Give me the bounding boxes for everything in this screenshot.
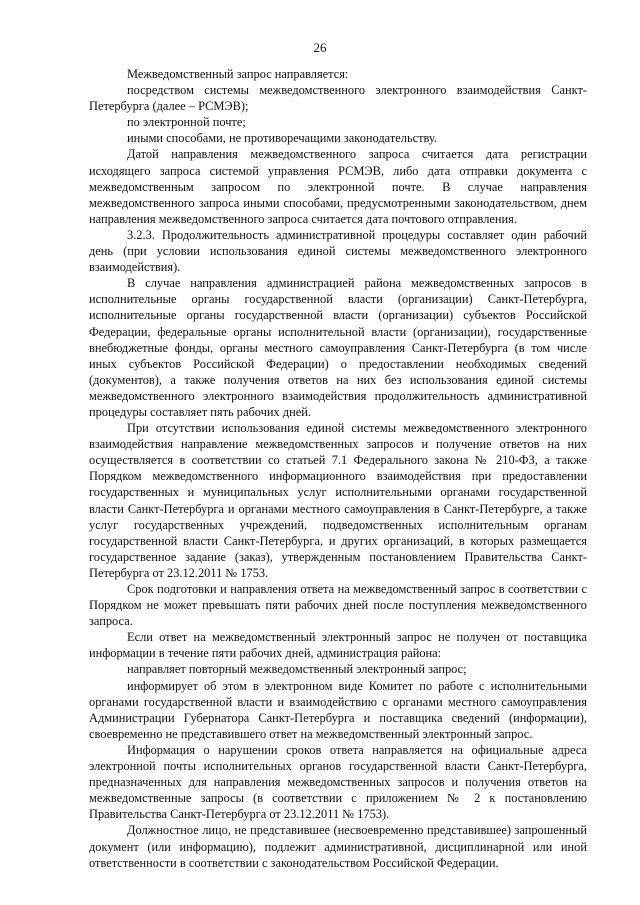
paragraph-answer-deadline: Срок подготовки и направления ответа на межведомственный запрос в соответствии с Порядком не может превышать пяти рабочих дней после поступления межведомственного запроса. xyxy=(89,582,587,629)
paragraph-responsibility: Должностное лицо, не представившее (несвоевременно представившее) запрошенный документ (или информацию), подлежит административной, дисциплинарной или иной ответственности в соответствии с законодательством Российской Федерации. xyxy=(89,823,587,870)
paragraph-five-days-case: В случае направления администрацией района межведомственных запросов в исполнительные органы государственной власти (организации) Санкт-Петербурга, исполнительные органы государственной власти (организации) субъектов Российской Федерации, федеральные органы исполнительной власти (организации), государственные внебюджетные фонды, органы местного самоуправления Санкт-Петербурга (в том числе иных субъектов Российской Федерации) о предоставлении необходимых сведений (документов), а также получения ответов на них без использования единой системы межведомственного электронного взаимодействия продолжительность административной процедуры составляет пять рабочих дней. xyxy=(89,276,587,419)
paragraph-request-intro: Межведомственный запрос направляется: xyxy=(127,67,349,81)
paragraph-without-system: При отсутствии использования единой системы межведомственного электронного взаимодействия направление межведомственных запросов и получение ответов на них осуществляется в соответствии со статьей 7.1 Федерального закона № 210-ФЗ, а также Порядком межведомственного информационного взаимодействия при предоставлении государственных и муниципальных услуг исполнительными органами государственной власти Санкт-Петербурга и органами местного самоуправления в Санкт-Петербурге, а также услуг государственных учреждений, подведомственных исполнительным органам государственной власти Санкт-Петербурга, и других организаций, в которых размещается государственное задание (заказ), утвержденным постановлением Правительства Санкт-Петербурга от 23.12.2011 № 1753. xyxy=(89,421,587,580)
paragraph-rsmev-channel: посредством системы межведомственного электронного взаимодействия Санкт-Петербурга (далее – РСМЭВ); xyxy=(89,83,587,114)
paragraph-email-channel: по электронной почте; xyxy=(127,115,246,130)
paragraph-repeat-request: направляет повторный межведомственный электронный запрос; xyxy=(127,662,467,677)
paragraph-no-answer: Если ответ на межведомственный электронный запрос не получен от поставщика информации в течение пяти рабочих дней, администрация района: xyxy=(89,630,587,661)
paragraph-violation-info: Информация о нарушении сроков ответа направляется на официальные адреса электронной почты исполнительных органов государственной власти Санкт-Петербурга, предназначенных для направления межведомственных запросов и получения ответов на межведомственные запросы (в соответствии с приложением № 2 к постановлению Правительства Санкт-Петербурга от 23.12.2011 № 1753). xyxy=(89,742,587,822)
paragraph-sending-date: Датой направления межведомственного запроса считается дата регистрации исходящего запроса системой управления РСМЭВ, либо дата отправки документа с межведомственным запросом по электронной почте. В случае направления межведомственного запроса иными способами, предусмотренными законодательством, днем направления межведомственного запроса считается дата почтового отправления. xyxy=(89,147,587,226)
paragraph-procedure-duration: 3.2.3. Продолжительность административной процедуры составляет один рабочий день (при условии использования единой системы межведомственного электронного взаимодействия). xyxy=(89,227,587,275)
paragraph-other-channels: иными способами, не противоречащими законодательству. xyxy=(127,131,437,146)
document-body xyxy=(89,66,587,871)
page-number: 26 xyxy=(313,40,327,55)
paragraph-inform-committee: информирует об этом в электронном виде Комитет по работе с исполнительными органами государственной власти и взаимодействию с органами местного самоуправления Администрации Губернатора Санкт-Петербурга и поставщика сведений (информации), своевременно не представившего ответ на межведомственный электронный запрос. xyxy=(89,678,587,741)
